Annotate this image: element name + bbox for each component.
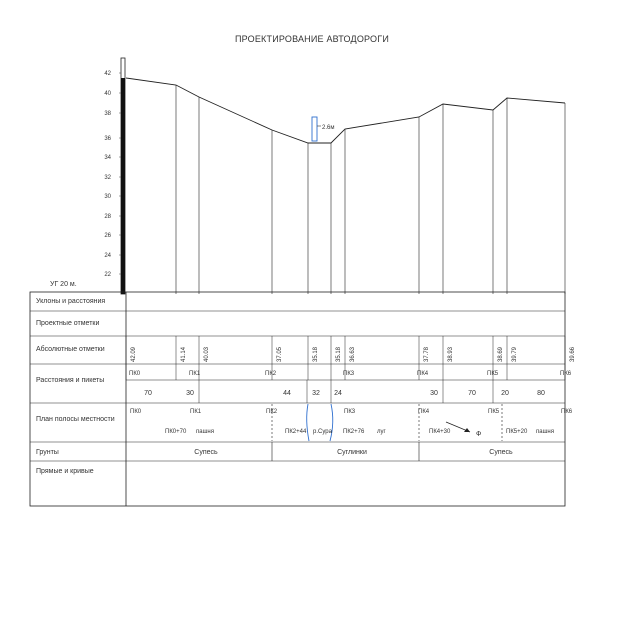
elevation-label: 40.03 — [204, 346, 210, 362]
row-label-slopes: Уклоны и расстояния — [36, 298, 106, 305]
distance-value: 44 — [283, 390, 291, 397]
picket-label: ПК0 — [129, 371, 141, 377]
scale-label: 26 — [104, 233, 111, 239]
distance-value: 24 — [334, 390, 342, 397]
elevation-label: 36.63 — [350, 346, 356, 362]
distance-value: 30 — [430, 390, 438, 397]
scale-label: 40 — [104, 91, 111, 97]
ground-line — [126, 78, 565, 143]
scale-label: 38 — [104, 111, 111, 117]
soil-label: Суглинки — [337, 449, 367, 456]
row-label-soils: Грунты — [36, 449, 59, 456]
plan-note: луг — [377, 429, 386, 435]
plan-note: ПК0+70 — [165, 429, 187, 435]
row-label-curves: Прямые и кривые — [36, 468, 94, 475]
scale-labels — [104, 71, 121, 278]
river-bank-right — [330, 404, 333, 441]
picket-label: ПК3 — [343, 371, 355, 377]
scale-label: 34 — [104, 155, 111, 161]
elevation-label: 38.69 — [498, 346, 504, 362]
scale-label: 28 — [104, 214, 111, 220]
elevation-label: 35.18 — [313, 346, 319, 362]
compass-symbol: Ф — [476, 431, 482, 438]
soil-label: Супесь — [194, 449, 218, 456]
distance-value: 70 — [468, 390, 476, 397]
row-label-design: Проектные отметки — [36, 320, 100, 327]
soil-label: Супесь — [489, 449, 513, 456]
ground-profile — [126, 78, 565, 294]
distance-value: 20 — [501, 390, 509, 397]
distance-value: 30 — [186, 390, 194, 397]
row-label-distances: Расстояния и пикеты — [36, 377, 105, 384]
picket-label: ПК5 — [487, 371, 499, 377]
plan-picket-label: ПК2 — [266, 409, 278, 415]
elevation-label: 37.05 — [277, 346, 283, 362]
plan-picket-label: ПК1 — [190, 409, 202, 415]
plan-note: ПК2+76 — [343, 429, 365, 435]
plan-note: пашня — [196, 429, 214, 435]
scale-label: 22 — [104, 272, 111, 278]
plan-picket-label: ПК0 — [130, 409, 142, 415]
scale-label: 36 — [104, 136, 111, 142]
scale-label: 24 — [104, 253, 111, 259]
elevation-label: 41.14 — [181, 346, 187, 362]
distance-value: 80 — [537, 390, 545, 397]
elevation-label: 35.18 — [336, 346, 342, 362]
plan-note: р.Сура — [313, 429, 332, 435]
plan-note: ПК4+30 — [429, 429, 451, 435]
water-level-box — [312, 117, 317, 141]
water-level-label: 2.6м — [322, 125, 335, 131]
plan-note: ПК2+44 — [285, 429, 307, 435]
vertical-scale — [50, 58, 125, 294]
plan-picket-label: ПК3 — [344, 409, 356, 415]
row-label-plan: План полосы местности — [36, 416, 115, 423]
picket-label: ПК6 — [560, 371, 572, 377]
scale-label: 30 — [104, 194, 111, 200]
plan-picket-label: ПК6 — [561, 409, 573, 415]
plan-picket-label: ПК4 — [418, 409, 430, 415]
elevation-label: 39.66 — [570, 346, 576, 362]
picket-label: ПК4 — [417, 371, 429, 377]
distance-value: 32 — [312, 390, 320, 397]
water-level-marker — [312, 117, 334, 141]
scale-bar-fill — [121, 78, 125, 294]
plan-note: пашня — [536, 429, 554, 435]
scale-base-label: УГ 20 м. — [50, 281, 77, 288]
profile-table — [30, 292, 576, 506]
diagram-title: ПРОЕКТИРОВАНИЕ АВТОДОРОГИ — [234, 34, 390, 44]
plan-note: ПК5+20 — [506, 429, 528, 435]
elevation-label: 39.79 — [512, 346, 518, 362]
table-values — [126, 336, 576, 435]
elevation-label: 42.09 — [131, 346, 137, 362]
elevation-label: 37.78 — [424, 346, 430, 362]
table-frame — [30, 292, 565, 506]
elevation-label: 38.93 — [448, 346, 454, 362]
plan-picket-label: ПК5 — [488, 409, 500, 415]
river-bank-left — [307, 404, 309, 441]
row-label-absolute: Абсолютные отметки — [36, 346, 105, 353]
distance-value: 70 — [144, 390, 152, 397]
picket-label: ПК1 — [189, 371, 201, 377]
scale-label: 42 — [104, 71, 111, 77]
scale-label: 32 — [104, 175, 111, 181]
picket-label: ПК2 — [265, 371, 277, 377]
